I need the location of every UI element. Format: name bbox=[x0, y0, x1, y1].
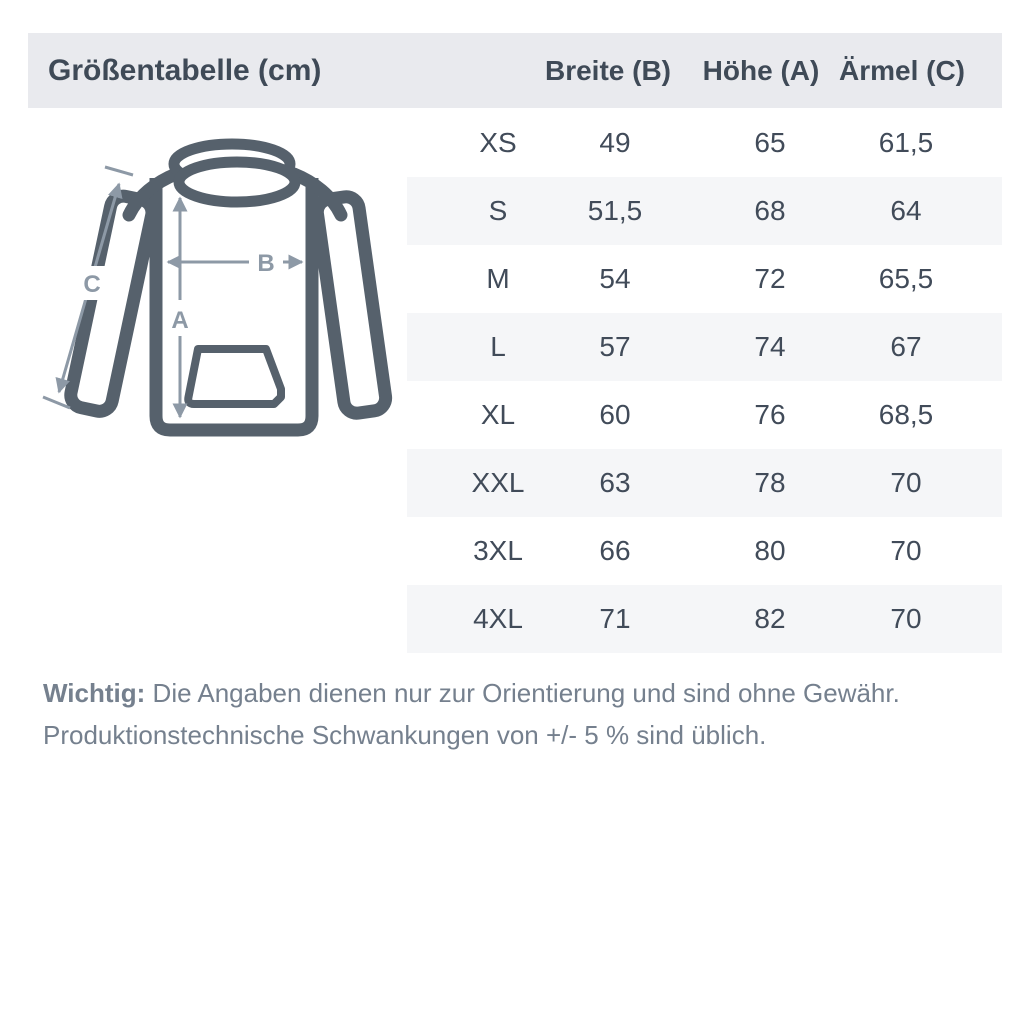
table-header-band bbox=[28, 33, 1002, 108]
size-cell: XXL bbox=[471, 467, 525, 498]
hoehe-cell: 68 bbox=[754, 195, 786, 226]
page-title: Größentabelle (cm) bbox=[48, 54, 322, 87]
dimension-label-a: A bbox=[171, 307, 189, 334]
aermel-cell: 70 bbox=[890, 535, 922, 566]
table-row-xl bbox=[407, 381, 1002, 449]
table-row-l bbox=[407, 313, 1002, 381]
size-cell: XS bbox=[479, 127, 517, 158]
breite-cell: 60 bbox=[599, 399, 631, 430]
table-row-xs bbox=[407, 109, 1002, 177]
hoehe-cell: 82 bbox=[754, 603, 786, 634]
breite-cell: 49 bbox=[599, 127, 631, 158]
hoodie-pocket bbox=[188, 349, 281, 404]
table-row-m bbox=[407, 245, 1002, 313]
table-row-xxl bbox=[407, 449, 1002, 517]
aermel-cell: 67 bbox=[890, 331, 922, 362]
disclaimer-line1 bbox=[43, 672, 983, 714]
size-table bbox=[407, 109, 1002, 653]
size-cell: S bbox=[488, 195, 508, 226]
size-cell: XL bbox=[480, 399, 516, 430]
column-header-breite: Breite (B) bbox=[544, 55, 672, 86]
disclaimer bbox=[43, 672, 983, 756]
aermel-cell: 70 bbox=[890, 467, 922, 498]
breite-cell: 57 bbox=[599, 331, 631, 362]
table-row-4xl bbox=[407, 585, 1002, 653]
table-row-s bbox=[407, 177, 1002, 245]
aermel-cell: 61,5 bbox=[878, 127, 934, 158]
table-row-3xl bbox=[407, 517, 1002, 585]
breite-cell: 54 bbox=[599, 263, 631, 294]
dimension-label-c: C bbox=[83, 271, 101, 298]
disclaimer-text1: Die Angaben dienen nur zur Orientierung und sind ohne Gewähr. bbox=[152, 678, 900, 708]
disclaimer-line2: Produktionstechnische Schwankungen von +/- 5 % sind üblich. bbox=[43, 720, 767, 750]
hoehe-cell: 76 bbox=[754, 399, 786, 430]
column-header-aermel: Ärmel (C) bbox=[838, 55, 966, 86]
column-header-hoehe: Höhe (A) bbox=[702, 55, 820, 86]
aermel-cell: 68,5 bbox=[878, 399, 934, 430]
aermel-cell: 70 bbox=[890, 603, 922, 634]
size-cell: L bbox=[490, 331, 506, 362]
size-cell: 3XL bbox=[473, 535, 523, 566]
aermel-cell: 65,5 bbox=[878, 263, 934, 294]
hoehe-cell: 78 bbox=[754, 467, 786, 498]
hoehe-cell: 72 bbox=[754, 263, 786, 294]
hoodie-diagram-icon bbox=[30, 120, 420, 450]
size-cell: M bbox=[486, 263, 510, 294]
size-cell: 4XL bbox=[473, 603, 523, 634]
breite-cell: 51,5 bbox=[587, 195, 643, 226]
breite-cell: 66 bbox=[599, 535, 631, 566]
dimension-label-b: B bbox=[257, 250, 275, 277]
aermel-cell: 64 bbox=[890, 195, 922, 226]
important-label: Wichtig: bbox=[43, 678, 146, 708]
hoehe-cell: 80 bbox=[754, 535, 786, 566]
hoehe-cell: 74 bbox=[754, 331, 786, 362]
breite-cell: 71 bbox=[599, 603, 631, 634]
breite-cell: 63 bbox=[599, 467, 631, 498]
hoehe-cell: 65 bbox=[754, 127, 786, 158]
hoodie-hood bbox=[174, 144, 295, 202]
